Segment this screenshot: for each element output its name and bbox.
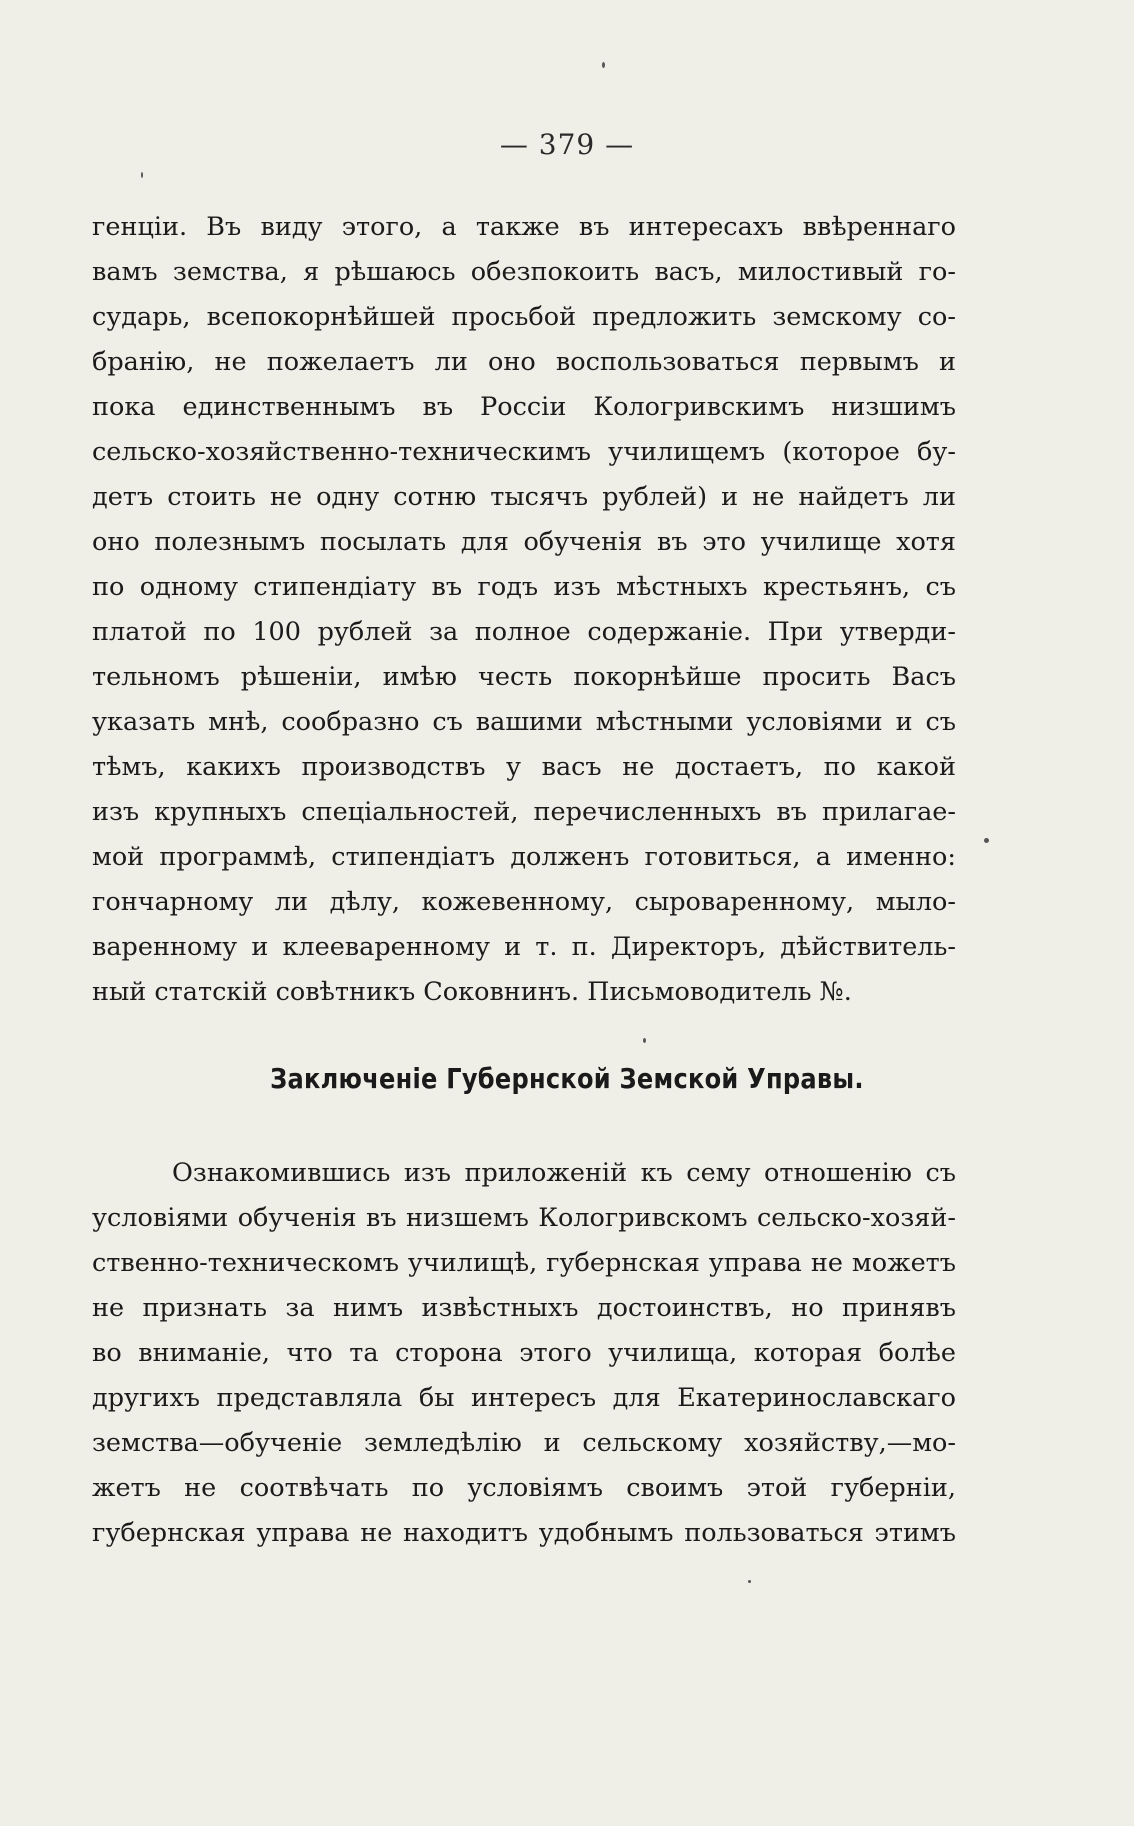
text-line: указать мнѣ, сообразно съ вашими мѣстными условіями и съ	[92, 707, 956, 737]
print-speck	[602, 62, 605, 68]
text-line: платой по 100 рублей за полное содержаніе. При утверди-	[92, 617, 956, 647]
text-line: вамъ земства, я рѣшаюсь обезпокоить васъ, милостивый го-	[92, 257, 956, 287]
text-line: детъ стоить не одну сотню тысячъ рублей) и не найдетъ ли	[92, 482, 956, 512]
text-line: земства—обученіе земледѣлію и сельскому хозяйству,—мо-	[92, 1428, 956, 1458]
print-speck	[643, 1038, 646, 1043]
text-line: изъ крупныхъ спеціальностей, перечисленныхъ въ прилагае-	[92, 797, 956, 827]
print-speck	[984, 838, 989, 843]
page-number: — 379 —	[499, 128, 635, 161]
text-line: по одному стипендіату въ годъ изъ мѣстныхъ крестьянъ, съ	[92, 572, 956, 602]
text-line: пока единственнымъ въ Россіи Кологривскимъ низшимъ	[92, 392, 956, 422]
text-line: бранію, не пожелаетъ ли оно воспользоваться первымъ и	[92, 347, 956, 377]
text-line: сударь, всепокорнѣйшей просьбой предложить земскому со-	[92, 302, 956, 332]
text-line: жетъ не соотвѣчать по условіямъ своимъ этой губерніи,	[92, 1473, 956, 1503]
text-line: тѣмъ, какихъ производствъ у васъ не достаетъ, по какой	[92, 752, 956, 782]
text-line: не признать за нимъ извѣстныхъ достоинствъ, но принявъ	[92, 1293, 956, 1323]
text-line: гончарному ли дѣлу, кожевенному, сыроваренному, мыло-	[92, 887, 956, 917]
text-line: мой программѣ, стипендіатъ долженъ готовиться, а именно:	[92, 842, 956, 872]
print-speck	[748, 1580, 751, 1583]
text-line: сельско-хозяйственно-техническимъ училищемъ (которое бу-	[92, 437, 956, 467]
text-line: ственно-техническомъ училищѣ, губернская управа не можетъ	[92, 1248, 956, 1278]
paragraph-letter-text	[92, 205, 956, 1015]
text-line: губернская управа не находитъ удобнымъ пользоваться этимъ	[92, 1518, 956, 1548]
text-line: тельномъ рѣшеніи, имѣю честь покорнѣйше просить Васъ	[92, 662, 956, 692]
text-line: Ознакомившись изъ приложеній къ сему отношенію съ	[172, 1158, 956, 1188]
text-line: оно полезнымъ посылать для обученія въ это училище хотя	[92, 527, 956, 557]
text-line: условіями обученія въ низшемъ Кологривскомъ сельско-хозяй-	[92, 1203, 956, 1233]
text-line: ный статскій совѣтникъ Соковнинъ. Письмоводитель №.	[92, 977, 852, 1007]
section-heading: Заключеніе Губернской Земской Управы.	[270, 1062, 864, 1095]
text-line: другихъ представляла бы интересъ для Екатеринославскаго	[92, 1383, 956, 1413]
paragraph-conclusion-text	[92, 1151, 956, 1556]
print-speck	[141, 172, 143, 178]
text-line: варенному и клееваренному и т. п. Директоръ, дѣйствитель-	[92, 932, 956, 962]
text-line: генціи. Въ виду этого, а также въ интересахъ ввѣреннаго	[92, 212, 956, 242]
text-line: во вниманіе, что та сторона этого училища, которая болѣе	[92, 1338, 956, 1368]
